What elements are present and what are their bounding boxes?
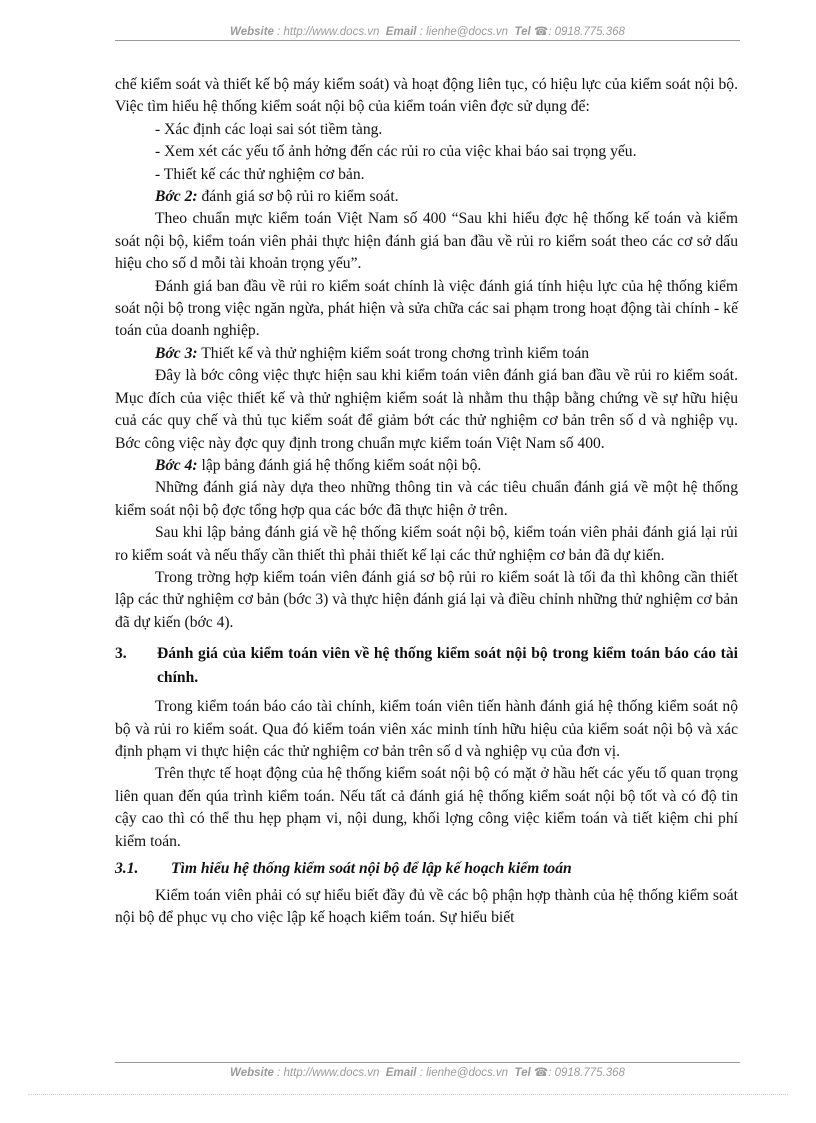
section-title: Đánh giá của kiểm toán viên về hệ thống kiểm soát nội bộ trong kiểm toán báo cáo tài chính. [157, 645, 738, 687]
header-email-label: Email [385, 26, 417, 38]
telephone-icon: ☎ [533, 26, 549, 38]
step-2-label: Bớc 2: [155, 188, 198, 206]
step-4-text: lập bảng đánh giá hệ thống kiểm soát nội bộ. [197, 456, 482, 474]
page-bottom-divider [28, 1094, 788, 1095]
section-title: Tìm hiểu hệ thống kiểm soát nội bộ để lập kế hoạch kiểm toán [171, 860, 572, 877]
list-item: - Thiết kế các thử nghiệm cơ bản. [155, 165, 365, 183]
paragraph: Những đánh giá này dựa theo những thông tin và các tiêu chuẩn đánh giá về một hệ thống kiểm soát nội bộ đợc tổng hợp qua các bớc đã thực hiện ở trên. [115, 479, 738, 519]
section-number: 3. [115, 645, 127, 663]
footer-tel-label: Tel [514, 1067, 531, 1079]
paragraph: chế kiểm soát và thiết kế bộ máy kiểm soát) và hoạt động liên tục, có hiệu lực của kiểm soát nội bộ. Việc tìm hiểu hệ thống kiểm soát nội bộ của kiểm toán viên đợc sử dụng để: [115, 76, 738, 116]
list-item: - Xem xét các yếu tố ảnh hởng đến các rủi ro của việc khai báo sai trọng yếu. [155, 143, 637, 161]
paragraph: Trong trờng hợp kiểm toán viên đánh giá sơ bộ rủi ro kiểm soát là tối đa thì không cần thiết lập các thử nghiệm cơ bản (bớc 3) và thực hiện đánh giá lại và điều chỉnh những thử nghiệm cơ bản đã dự kiến (bớc 4). [115, 568, 738, 631]
paragraph: Kiểm toán viên phải có sự hiểu biết đầy đủ về các bộ phận hợp thành của hệ thống kiểm soát nội bộ để phục vụ cho việc lập kế hoạch kiểm toán. Sự hiểu biết [115, 887, 738, 927]
step-3-paragraph [115, 343, 738, 365]
step-3-label: Bớc 3: [155, 344, 198, 362]
header-website-link[interactable]: : http://www.docs.vn [277, 26, 380, 38]
section-heading-3-1 [115, 857, 738, 881]
header-tel-value: : 0918.775.368 [548, 26, 625, 38]
footer-website-link[interactable]: : http://www.docs.vn [277, 1067, 380, 1079]
step-2-paragraph [115, 186, 738, 208]
paragraph: Đây là bớc công việc thực hiện sau khi kiểm toán viên đánh giá ban đầu về rủi ro kiểm soát. Mục đích của việc thiết kế và thử nghiệm kiểm soát là nhằm thu thập bằng chứng về sự hữu hiệu cuả các quy chế và thủ tục kiểm soát để giảm bớt các thử nghiệm cơ bản trên số d và nghiệp vụ. Bớc công việc này đợc quy định trong chuẩn mực kiểm toán Việt Nam số 400. [115, 367, 738, 452]
footer-website-label: Website [230, 1067, 274, 1079]
paragraph: Sau khi lập bảng đánh giá về hệ thống kiểm soát nội bộ, kiểm toán viên phải đánh giá lại rủi ro kiểm soát và nếu thấy cần thiết thì phải thiết kế lại các thử nghiệm cơ bản đã dự kiến. [115, 524, 738, 564]
footer-tel-value: : 0918.775.368 [548, 1067, 625, 1079]
step-2-text: đánh giá sơ bộ rủi ro kiểm soát. [197, 188, 399, 206]
page-footer [115, 1062, 740, 1079]
step-4-paragraph [115, 455, 738, 477]
list-item: - Xác định các loại sai sót tiềm tàng. [155, 120, 383, 138]
paragraph: Trong kiểm toán báo cáo tài chính, kiểm toán viên tiến hành đánh giá hệ thống kiểm soát nộ bộ và rủi ro kiểm soát. Qua đó kiểm toán viên xác minh tính hữu hiệu của kiểm soát nội bộ và xác định phạm vi thực hiện các thử nghiệm cơ bản trên số d và nghiệp vụ của đơn vị. [115, 698, 738, 760]
page-header [115, 24, 740, 41]
footer-email-label: Email [385, 1067, 417, 1079]
section-heading-3 [115, 642, 738, 690]
header-email-link[interactable]: : lienhe@docs.vn [419, 26, 509, 38]
telephone-icon: ☎ [533, 1067, 549, 1079]
section-number: 3.1. [115, 860, 139, 877]
paragraph: Trên thực tế hoạt động của hệ thống kiểm soát nội bộ có mặt ở hầu hết các yếu tố quan trọng liên quan đến qúa trình kiểm toán. Nếu tất cả đánh giá hệ thống kiểm soát nội bộ tốt và có độ tin cậy cao thì có thể thu hẹp phạm vi, nội dung, khối lợng công việc kiểm toán và tiết kiệm chi phí kiểm toán. [115, 765, 738, 850]
document-body [115, 74, 738, 930]
step-4-label: Bớc 4: [155, 456, 198, 474]
paragraph: Theo chuẩn mực kiểm toán Việt Nam số 400 “Sau khi hiểu đợc hệ thống kế toán và kiểm soát nội bộ, kiểm toán viên phải thực hiện đánh giá ban đầu về rủi ro kiểm soát theo các cơ sở dấu hiệu cho số d mỗi tài khoản trọng yếu”. [115, 210, 738, 273]
header-tel-label: Tel [514, 26, 531, 38]
header-website-label: Website [230, 26, 274, 38]
footer-email-link[interactable]: : lienhe@docs.vn [419, 1067, 509, 1079]
step-3-text: Thiết kế và thử nghiệm kiểm soát trong chơng trình kiểm toán [197, 344, 590, 362]
paragraph: Đánh giá ban đầu về rủi ro kiểm soát chính là việc đánh giá tính hiệu lực của hệ thống kiểm soát nội bộ trong việc ngăn ngừa, phát hiện và sửa chữa các sai phạm trong hoạt động tài chính - kế toán của doanh nghiệp. [115, 277, 738, 340]
